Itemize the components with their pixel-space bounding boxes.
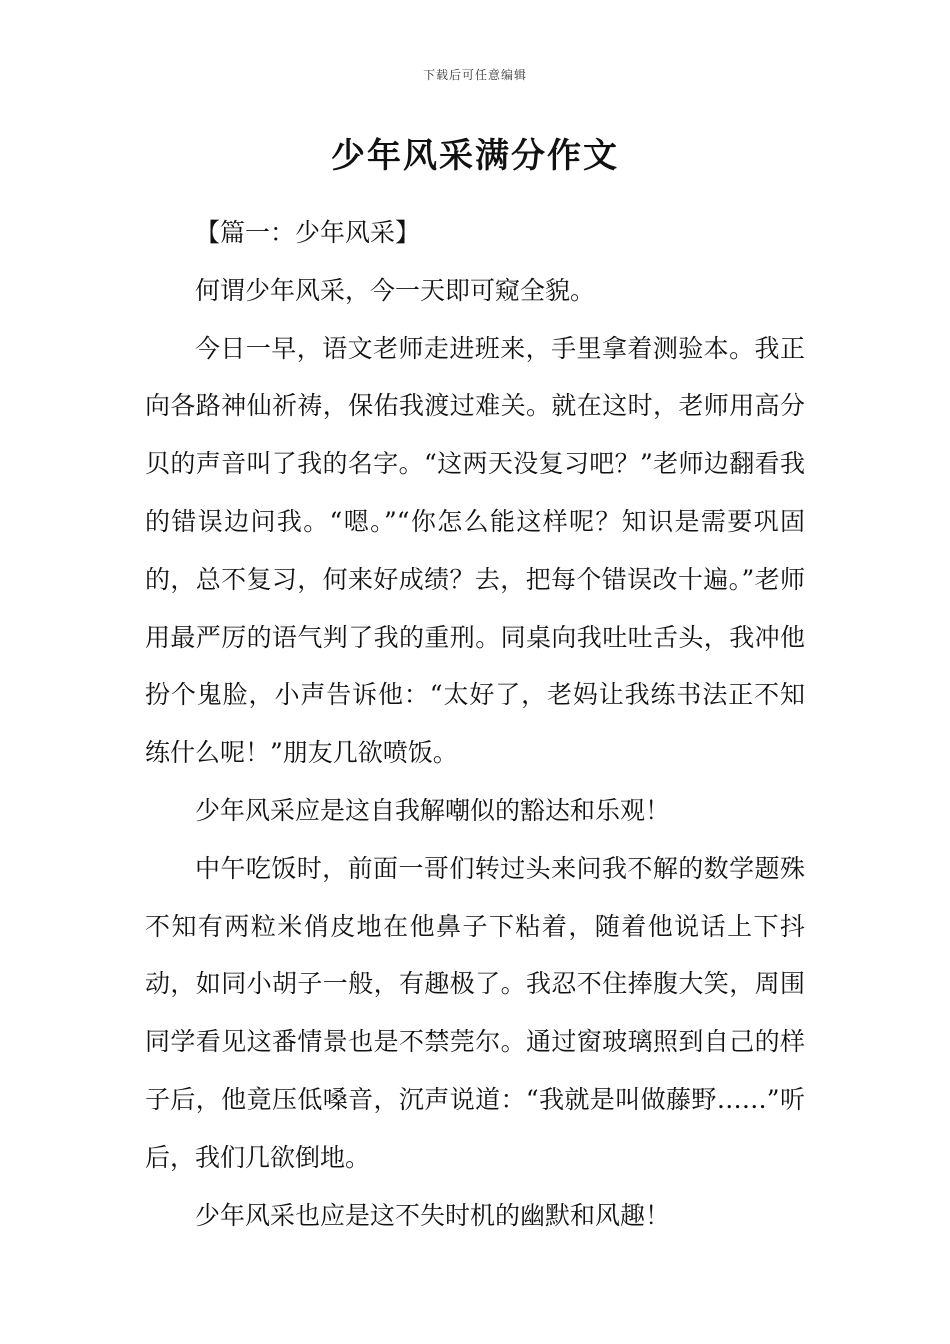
paragraph: 少年风采应是这自我解嘲似的豁达和乐观！: [195, 795, 671, 825]
paragraph: 今日一早，语文老师走进班来，手里拿着测验本。我正向各路神仙祈祷，保佑我渡过难关。就在这时，老师用高分贝的声音叫了我的名字。“这两天没复习吧？”老师边翻看我的错误边问我。“嗯。”“你怎么能这样呢？知识是需要巩固的，总不复习，何来好成绩？去，把每个错误改十遍。”老师用最严厉的语气判了我的重刑。同桌向我吐吐舌头，我冲他扮个鬼脸，小声告诉他：“太好了，老妈让我练书法正不知练什么呢！”朋友几欲喷饭。: [145, 333, 805, 768]
header-note: 下载后可任意编辑: [422, 68, 527, 82]
document-title: 少年风采满分作文: [331, 136, 619, 176]
paragraph: 少年风采也应是这不失时机的幽默和风趣！: [195, 1200, 671, 1230]
document-body: [145, 204, 805, 1244]
paragraph: 何谓少年风采，今一天即可窥全貌。: [195, 275, 596, 305]
paragraph: 中午吃饭时，前面一哥们转过头来问我不解的数学题殊不知有两粒米俏皮地在他鼻子下粘着，随着他说话上下抖动，如同小胡子一般，有趣极了。我忍不住捧腹大笑，周围同学看见这番情景也是不禁莞尔。通过窗玻璃照到自己的样子后，他竟压低嗓音，沉声说道：“我就是叫做藤野……”听后，我们几欲倒地。: [145, 853, 805, 1172]
paragraph: 【篇一：少年风采】: [195, 218, 421, 247]
